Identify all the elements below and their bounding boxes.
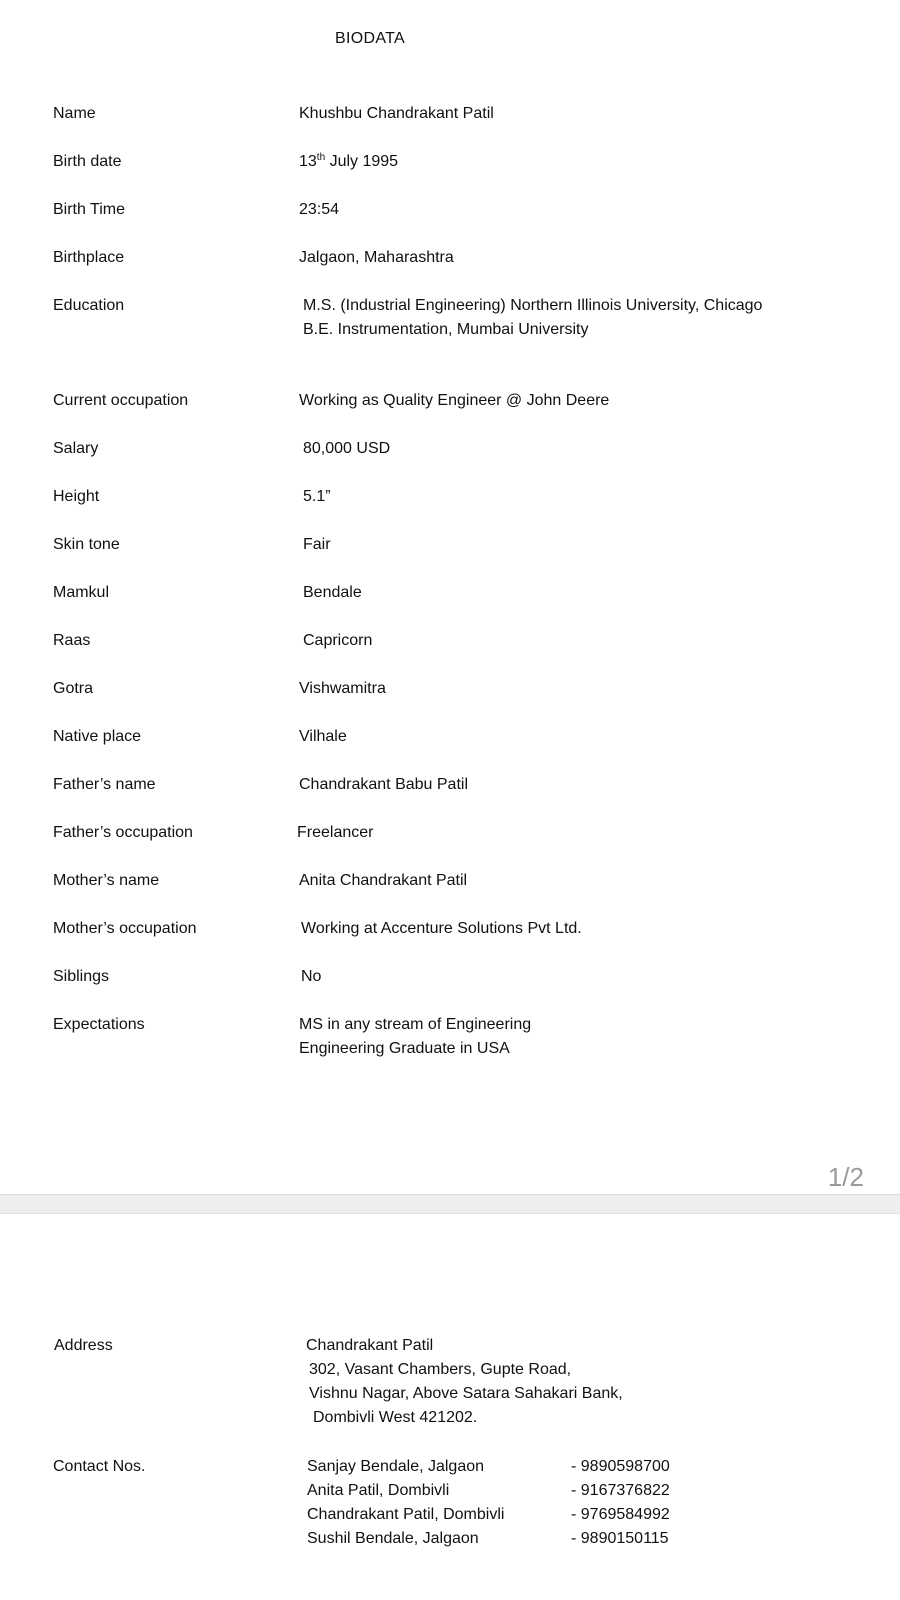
education-line: M.S. (Industrial Engineering) Northern Illinois University, Chicago — [303, 297, 763, 314]
label-native-place: Native place — [53, 728, 142, 745]
address-line: Chandrakant Patil — [306, 1337, 434, 1354]
education-line: B.E. Instrumentation, Mumbai University — [303, 321, 589, 338]
value-mothers-name: Anita Chandrakant Patil — [299, 872, 468, 889]
contact-phone: - 9769584992 — [571, 1506, 670, 1523]
birth-day: 13 — [299, 153, 317, 170]
contact-name: Anita Patil, Dombivli — [307, 1482, 450, 1499]
birth-month-year: July 1995 — [325, 153, 399, 170]
address-line: 302, Vasant Chambers, Gupte Road, — [309, 1361, 572, 1378]
value-current-occupation: Working as Quality Engineer @ John Deere — [299, 392, 610, 409]
contact-phone: - 9890598700 — [571, 1458, 670, 1475]
label-mothers-occupation: Mother’s occupation — [53, 920, 197, 937]
address-line: Vishnu Nagar, Above Satara Sahakari Bank, — [309, 1385, 623, 1402]
page-separator — [0, 1194, 900, 1214]
document-title: BIODATA — [335, 30, 405, 47]
label-fathers-name: Father’s name — [53, 776, 156, 793]
label-salary: Salary — [53, 440, 99, 457]
value-mamkul: Bendale — [303, 584, 362, 601]
value-expectations — [299, 1013, 531, 1061]
label-raas: Raas — [53, 632, 91, 649]
value-salary: 80,000 USD — [303, 440, 391, 457]
label-current-occupation: Current occupation — [53, 392, 189, 409]
value-birth-time: 23:54 — [299, 201, 340, 218]
value-skin-tone: Fair — [303, 536, 331, 553]
value-fathers-occupation: Freelancer — [297, 824, 374, 841]
contact-entry — [307, 1527, 669, 1551]
value-birth-date — [299, 150, 398, 174]
contacts-list — [307, 1455, 670, 1551]
value-mothers-occupation: Working at Accenture Solutions Pvt Ltd. — [301, 920, 582, 937]
contact-name: Sushil Bendale, Jalgaon — [307, 1530, 479, 1547]
label-expectations: Expectations — [53, 1016, 145, 1033]
value-siblings: No — [301, 968, 322, 985]
label-birthplace: Birthplace — [53, 249, 125, 266]
value-name: Khushbu Chandrakant Patil — [299, 105, 494, 122]
contact-phone: - 9167376822 — [571, 1482, 670, 1499]
contact-phone: - 9890150115 — [571, 1530, 669, 1547]
label-mamkul: Mamkul — [53, 584, 110, 601]
label-education: Education — [53, 297, 125, 314]
label-height: Height — [53, 488, 100, 505]
label-contacts: Contact Nos. — [53, 1458, 146, 1475]
expectation-line: MS in any stream of Engineering — [299, 1016, 532, 1033]
expectation-line: Engineering Graduate in USA — [299, 1040, 510, 1057]
label-birth-time: Birth Time — [53, 201, 126, 218]
contact-name: Sanjay Bendale, Jalgaon — [307, 1458, 485, 1475]
value-fathers-name: Chandrakant Babu Patil — [299, 776, 468, 793]
contact-entry — [307, 1455, 670, 1479]
contact-name: Chandrakant Patil, Dombivli — [307, 1506, 505, 1523]
label-name: Name — [53, 105, 96, 122]
value-address — [306, 1334, 623, 1430]
label-skin-tone: Skin tone — [53, 536, 120, 553]
page-indicator: 1/2 — [827, 1162, 864, 1192]
label-mothers-name: Mother’s name — [53, 872, 160, 889]
contact-entry — [307, 1503, 670, 1527]
value-raas: Capricorn — [303, 632, 373, 649]
label-address: Address — [54, 1337, 113, 1354]
birth-day-suffix: th — [316, 152, 326, 163]
contact-entry — [307, 1479, 670, 1503]
value-height: 5.1” — [303, 488, 331, 505]
value-birthplace: Jalgaon, Maharashtra — [299, 249, 454, 266]
label-fathers-occupation: Father’s occupation — [53, 824, 193, 841]
label-siblings: Siblings — [53, 968, 110, 985]
value-gotra: Vishwamitra — [299, 680, 386, 697]
value-education — [303, 294, 762, 342]
label-gotra: Gotra — [53, 680, 94, 697]
value-native-place: Vilhale — [299, 728, 347, 745]
address-line: Dombivli West 421202. — [313, 1409, 478, 1426]
label-birth-date: Birth date — [53, 153, 122, 170]
